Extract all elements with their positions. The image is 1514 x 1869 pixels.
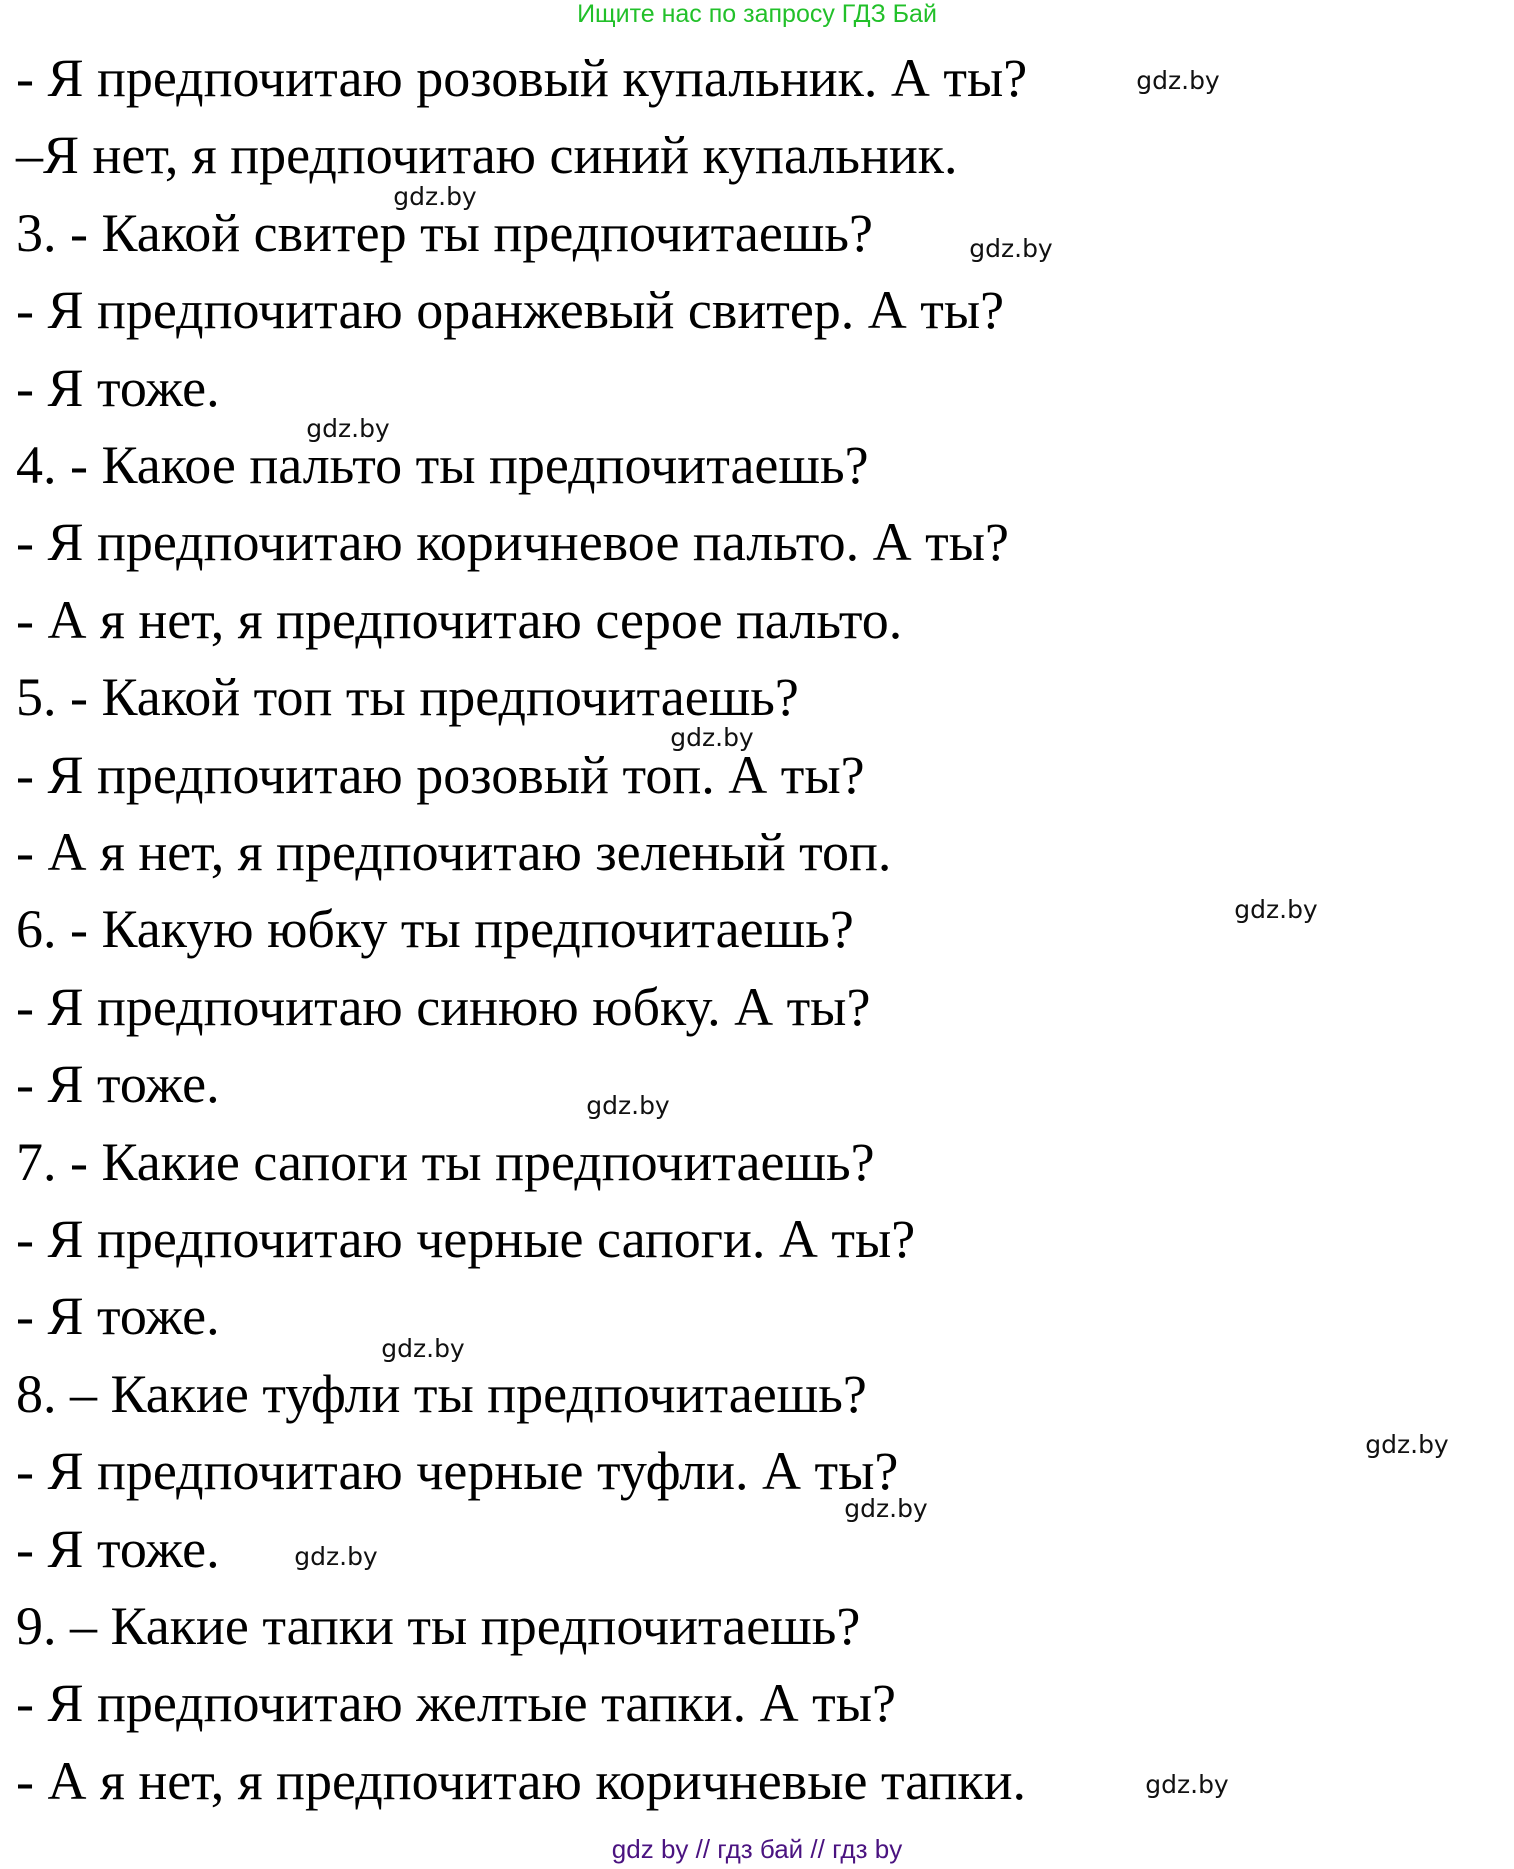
text-line: - Я тоже. xyxy=(16,357,220,418)
text-line: - Я предпочитаю коричневое пальто. А ты? xyxy=(16,512,1010,573)
text-line: - Я предпочитаю розовый купальник. А ты? xyxy=(16,48,1028,108)
watermark-label: gdz.by xyxy=(844,1494,928,1523)
watermark-label: gdz.by xyxy=(969,234,1053,263)
watermark-label: gdz.by xyxy=(381,1334,465,1363)
text-line: 4. - Какое пальто ты предпочитаешь? xyxy=(16,435,869,495)
text-line: 7. - Какие сапоги ты предпочитаешь? xyxy=(16,1131,875,1192)
watermark-label: gdz.by xyxy=(1234,895,1318,924)
footer-site-links[interactable]: gdz by // гдз бай // гдз by xyxy=(611,1834,903,1864)
text-line: 8. – Какие туфли ты предпочитаешь? xyxy=(16,1363,867,1424)
text-line: - Я тоже. xyxy=(16,1054,220,1115)
text-line: 5. - Какой топ ты предпочитаешь? xyxy=(16,667,799,728)
search-promo-link[interactable]: Ищите нас по запросу ГДЗ Бай xyxy=(577,0,937,28)
text-line: - Я тоже. xyxy=(16,1518,220,1579)
watermark-label: gdz.by xyxy=(1365,1430,1449,1459)
text-line: –Я нет, я предпочитаю синий купальник. xyxy=(16,125,958,186)
watermark-label: gdz.by xyxy=(306,414,390,443)
text-line: 6. - Какую юбку ты предпочитаешь? xyxy=(16,899,854,960)
watermark-label: gdz.by xyxy=(1136,66,1220,95)
text-line: - А я нет, я предпочитаю зеленый топ. xyxy=(16,822,892,882)
watermark-label: gdz.by xyxy=(670,723,754,752)
watermark-label: gdz.by xyxy=(586,1091,670,1120)
watermark-label: gdz.by xyxy=(294,1542,378,1571)
text-line: 9. – Какие тапки ты предпочитаешь? xyxy=(16,1596,861,1656)
text-line: - Я предпочитаю оранжевый свитер. А ты? xyxy=(16,280,1005,341)
text-line: - А я нет, я предпочитаю серое пальто. xyxy=(16,589,903,650)
watermark-label: gdz.by xyxy=(1145,1770,1229,1799)
watermark-label: gdz.by xyxy=(393,182,477,211)
text-line: 3. - Какой свитер ты предпочитаешь? xyxy=(16,202,874,263)
text-line: - Я предпочитаю черные сапоги. А ты? xyxy=(16,1209,916,1269)
text-line: - Я предпочитаю синюю юбку. А ты? xyxy=(16,976,871,1037)
text-line: - А я нет, я предпочитаю коричневые тапки. xyxy=(16,1750,1027,1811)
text-line: - Я предпочитаю черные туфли. А ты? xyxy=(16,1441,899,1502)
text-line: - Я предпочитаю желтые тапки. А ты? xyxy=(16,1673,897,1734)
text-line: - Я предпочитаю розовый топ. А ты? xyxy=(16,744,865,805)
text-line: - Я тоже. xyxy=(16,1286,220,1347)
